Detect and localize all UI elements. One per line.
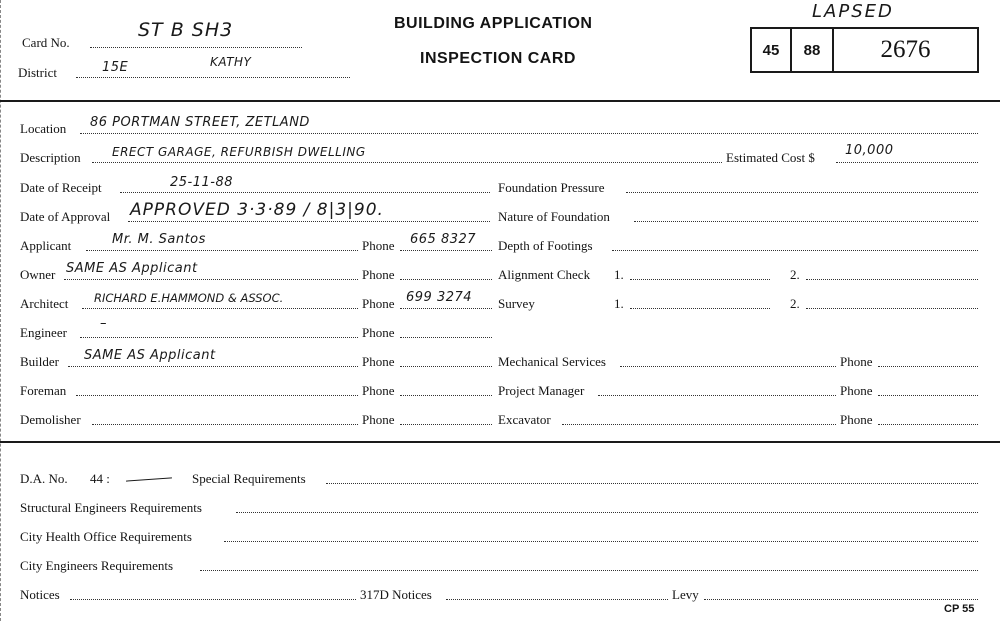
date-approval-line <box>128 221 490 222</box>
district-extra: KATHY <box>210 55 252 69</box>
architect-phone-value: 699 3274 <box>406 290 473 305</box>
city-engineers-line <box>200 570 978 571</box>
mechanical-phone-line <box>878 366 978 367</box>
owner-line <box>64 279 358 280</box>
location-label: Location <box>20 121 67 136</box>
alignment-check-label: Alignment Check <box>498 267 591 282</box>
owner-value: SAME AS Applicant <box>66 261 198 276</box>
structural-requirements-label: Structural Engineers Requirements <box>20 500 202 515</box>
architect-label: Architect <box>20 296 69 311</box>
description-value: ERECT GARAGE, REFURBISH DWELLING <box>112 145 366 159</box>
box-cell-b: 88 <box>792 29 834 71</box>
alignment-line-1 <box>630 279 770 280</box>
perforated-edge <box>0 0 11 621</box>
demolisher-phone-line <box>400 424 492 425</box>
builder-value: SAME AS Applicant <box>84 348 216 363</box>
excavator-phone-line <box>878 424 978 425</box>
architect-phone-label: Phone <box>362 296 395 311</box>
engineer-phone-label: Phone <box>362 325 395 340</box>
levy-label: Levy <box>672 587 699 602</box>
mechanical-line <box>620 366 836 367</box>
date-approval-value: APPROVED 3·3·89 / 8|3|90. <box>130 200 384 220</box>
applicant-value: Mr. M. Santos <box>112 232 206 247</box>
builder-label: Builder <box>20 354 59 369</box>
estimated-cost-value: 10,000 <box>845 143 894 158</box>
engineer-phone-line <box>400 337 492 338</box>
survey-label: Survey <box>498 296 535 311</box>
applicant-label: Applicant <box>20 238 72 253</box>
architect-value: RICHARD E.HAMMOND & ASSOC. <box>94 291 284 305</box>
lapsed-stamp: LAPSED <box>812 1 894 22</box>
description-line <box>92 162 722 163</box>
survey-num-2: 2. <box>790 296 800 311</box>
engineer-value: – <box>100 316 107 331</box>
notices-317d-line <box>446 599 668 600</box>
project-manager-line <box>598 395 836 396</box>
box-cell-number: 2676 <box>880 36 931 63</box>
health-requirements-line <box>224 541 978 542</box>
demolisher-phone-label: Phone <box>362 412 395 427</box>
architect-phone-line <box>400 308 492 309</box>
date-receipt-value: 25-11-88 <box>170 175 234 190</box>
demolisher-label: Demolisher <box>20 412 81 427</box>
notices-line <box>70 599 356 600</box>
da-no-label: D.A. No. <box>20 471 68 486</box>
excavator-line <box>562 424 836 425</box>
location-value: 86 PORTMAN STREET, ZETLAND <box>90 115 310 130</box>
mechanical-label: Mechanical Services <box>498 354 606 369</box>
project-manager-phone-label: Phone <box>840 383 873 398</box>
date-receipt-line <box>120 192 490 193</box>
applicant-phone-line <box>400 250 492 251</box>
survey-line-1 <box>630 308 770 309</box>
notices-317d-label: 317D Notices <box>360 587 432 602</box>
card-no-line <box>90 47 302 48</box>
foreman-label: Foreman <box>20 383 67 398</box>
project-manager-phone-line <box>878 395 978 396</box>
project-manager-label: Project Manager <box>498 383 585 398</box>
owner-label: Owner <box>20 267 56 282</box>
foundation-pressure-label: Foundation Pressure <box>498 180 605 195</box>
alignment-line-2 <box>806 279 978 280</box>
engineer-line <box>80 337 358 338</box>
excavator-label: Excavator <box>498 412 551 427</box>
district-value: 15E <box>102 60 129 75</box>
levy-line <box>704 599 978 600</box>
builder-phone-label: Phone <box>362 354 395 369</box>
da-no-stroke <box>126 477 172 481</box>
applicant-phone-label: Phone <box>362 238 395 253</box>
foundation-pressure-line <box>626 192 978 193</box>
date-receipt-label: Date of Receipt <box>20 180 102 195</box>
architect-line <box>82 308 358 309</box>
district-line <box>76 77 350 78</box>
builder-line <box>68 366 358 367</box>
owner-phone-line <box>400 279 492 280</box>
special-requirements-label: Special Requirements <box>192 471 306 486</box>
owner-phone-label: Phone <box>362 267 395 282</box>
survey-num-1: 1. <box>614 296 624 311</box>
depth-footings-line <box>612 250 978 251</box>
header-divider <box>0 100 1000 102</box>
district-label: District <box>18 65 57 80</box>
estimated-cost-line <box>836 162 978 163</box>
title-line-1: BUILDING APPLICATION <box>394 15 593 32</box>
card-no-value: ST B SH3 <box>138 19 234 41</box>
applicant-line <box>86 250 358 251</box>
foreman-line <box>76 395 358 396</box>
description-label: Description <box>20 150 81 165</box>
engineer-label: Engineer <box>20 325 67 340</box>
location-line <box>80 133 978 134</box>
special-requirements-line <box>326 483 978 484</box>
alignment-num-2: 2. <box>790 267 800 282</box>
mechanical-phone-label: Phone <box>840 354 873 369</box>
estimated-cost-label: Estimated Cost $ <box>726 150 815 165</box>
card-no-label: Card No. <box>22 35 70 50</box>
applicant-phone-value: 665 8327 <box>410 232 477 247</box>
nature-foundation-label: Nature of Foundation <box>498 209 610 224</box>
foreman-phone-label: Phone <box>362 383 395 398</box>
requirements-divider <box>0 441 1000 443</box>
structural-requirements-line <box>236 512 978 513</box>
da-no-value: 44 : <box>90 471 110 486</box>
depth-footings-label: Depth of Footings <box>498 238 593 253</box>
notices-label: Notices <box>20 587 60 602</box>
form-code: CP 55 <box>944 603 975 615</box>
date-approval-label: Date of Approval <box>20 209 111 224</box>
application-number-box <box>750 27 979 73</box>
nature-foundation-line <box>634 221 978 222</box>
foreman-phone-line <box>400 395 492 396</box>
builder-phone-line <box>400 366 492 367</box>
title-line-2: INSPECTION CARD <box>420 50 576 67</box>
alignment-num-1: 1. <box>614 267 624 282</box>
demolisher-line <box>92 424 358 425</box>
box-cell-a: 45 <box>752 29 792 71</box>
survey-line-2 <box>806 308 978 309</box>
excavator-phone-label: Phone <box>840 412 873 427</box>
health-requirements-label: City Health Office Requirements <box>20 529 192 544</box>
city-engineers-label: City Engineers Requirements <box>20 558 174 573</box>
